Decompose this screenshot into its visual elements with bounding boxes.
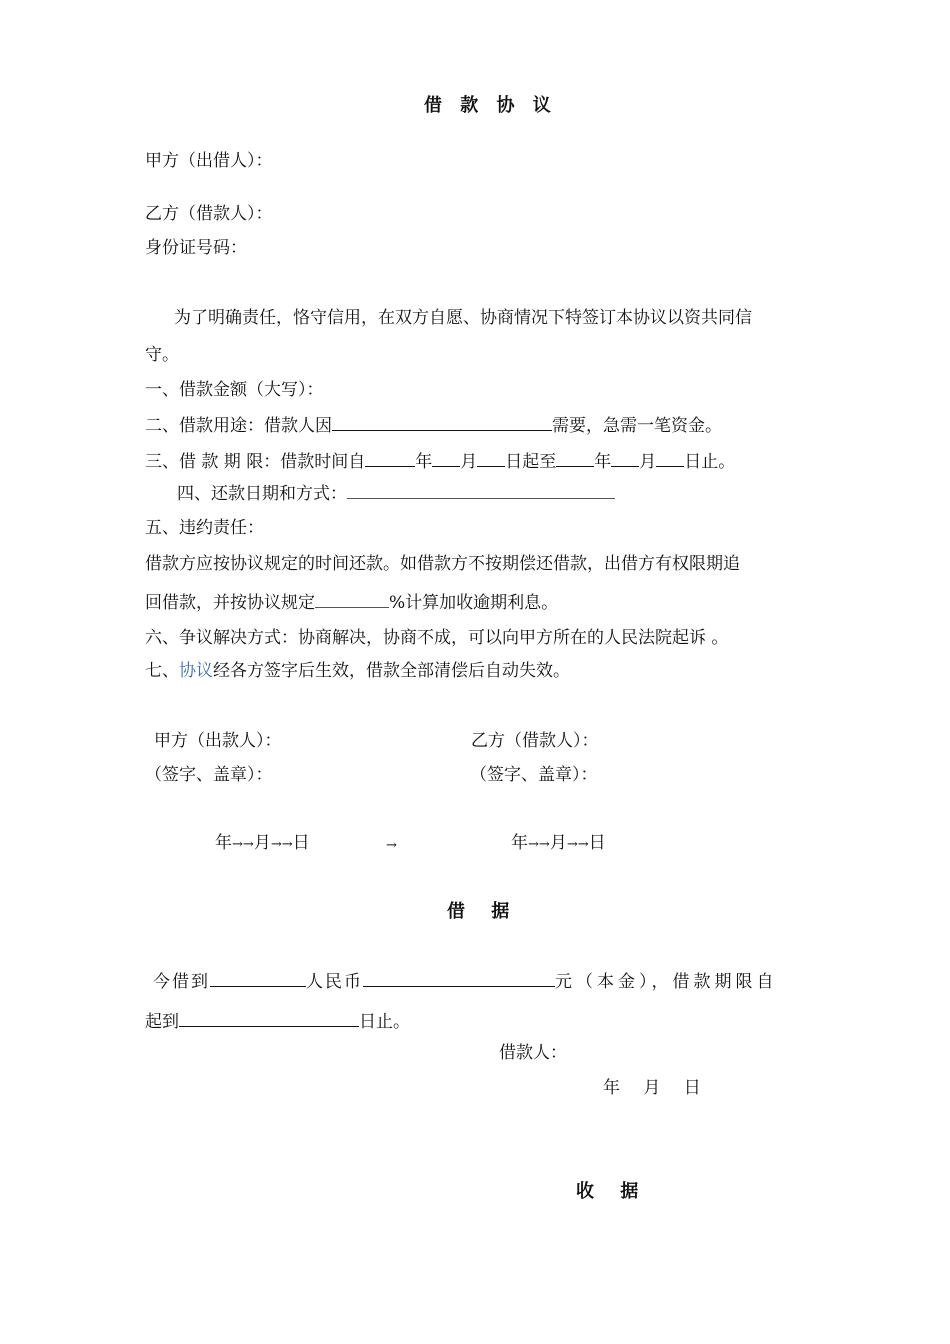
clause-3-year1: 年 bbox=[415, 452, 433, 472]
clause-3-label: 三、借 款 期 限：借款时间自 bbox=[145, 452, 366, 472]
interest-rate-blank bbox=[315, 593, 389, 608]
clause-5-body-2-prefix: 回借款，并按协议规定 bbox=[145, 593, 315, 613]
iou-line-1-mid: 人民币 bbox=[306, 972, 363, 992]
clause-5-body-2-suffix: %计算加收逾期利息。 bbox=[389, 593, 559, 613]
iou-line-1 bbox=[153, 970, 778, 992]
party-a-label: 甲方（出借人）： bbox=[145, 151, 273, 171]
date-b-month: 月 bbox=[549, 833, 567, 853]
date-a-month: 月 bbox=[253, 833, 271, 853]
repayment-blank bbox=[347, 484, 615, 499]
arrow-icon: → bbox=[577, 837, 589, 852]
clause-3-day1: 日起至 bbox=[505, 452, 557, 472]
arrow-icon: → bbox=[538, 837, 550, 852]
clause-4 bbox=[177, 484, 615, 504]
party-b-label: 乙方（借款人）： bbox=[145, 204, 273, 224]
clause-5: 五、违约责任： bbox=[145, 518, 264, 538]
iou-date: 年 月 日 bbox=[603, 1078, 701, 1098]
arrow-icon: → bbox=[386, 838, 397, 853]
document-title: 借 款 协 议 bbox=[424, 95, 557, 116]
agreement-link[interactable]: 协议 bbox=[179, 661, 213, 681]
clause-4-label: 四、还款日期和方式： bbox=[177, 484, 347, 504]
currency-blank bbox=[363, 970, 555, 987]
iou-line-1-suffix: 元（本金），借款期限自 bbox=[555, 972, 778, 992]
end-day-blank bbox=[656, 450, 684, 467]
amount-blank bbox=[210, 970, 306, 987]
id-number-label: 身份证号码： bbox=[145, 238, 247, 258]
iou-line-2 bbox=[145, 1010, 410, 1032]
iou-line-2-suffix: 日止。 bbox=[359, 1012, 410, 1032]
clause-3-month1: 月 bbox=[460, 452, 478, 472]
sign-seal-a: （签字、盖章）： bbox=[145, 765, 273, 785]
sign-date-a bbox=[215, 833, 310, 855]
clause-2-suffix: 需要，急需一笔资金。 bbox=[552, 416, 722, 436]
sign-date-b bbox=[511, 833, 606, 855]
arrow-icon: → bbox=[242, 837, 254, 852]
arrow-icon: → bbox=[281, 837, 293, 852]
clause-5-body-1: 借款方应按协议规定的时间还款。如借款方不按期偿还借款，出借方有权限期追 bbox=[145, 554, 740, 574]
start-year-blank bbox=[365, 450, 415, 467]
end-month-blank bbox=[611, 450, 639, 467]
start-day-blank bbox=[477, 450, 505, 467]
iou-title: 借 据 bbox=[447, 901, 520, 922]
clause-2-prefix: 二、借款用途：借款人因 bbox=[145, 416, 332, 436]
sign-party-b: 乙方（借款人）： bbox=[471, 731, 599, 751]
clause-1: 一、借款金额（大写）： bbox=[145, 380, 324, 400]
end-year-blank bbox=[556, 450, 594, 467]
arrow-icon: → bbox=[232, 837, 243, 852]
clause-2 bbox=[145, 414, 722, 436]
clause-5-body-2 bbox=[145, 593, 558, 613]
arrow-icon: → bbox=[270, 837, 282, 852]
clause-7-prefix: 七、 bbox=[145, 661, 179, 681]
clause-7 bbox=[145, 661, 570, 681]
period-blank bbox=[179, 1010, 359, 1027]
iou-line-2-prefix: 起到 bbox=[145, 1012, 179, 1032]
date-a-day: 日 bbox=[292, 833, 310, 853]
arrow-icon: → bbox=[566, 837, 578, 852]
date-b-day: 日 bbox=[588, 833, 606, 853]
start-month-blank bbox=[432, 450, 460, 467]
date-a-year: 年 bbox=[215, 833, 232, 853]
receipt-title: 收 据 bbox=[576, 1181, 649, 1202]
iou-line-1-prefix: 今借到 bbox=[153, 972, 210, 992]
arrow-icon: → bbox=[528, 837, 539, 852]
sign-party-a: 甲方（出款人）： bbox=[154, 731, 282, 751]
clause-7-suffix: 经各方签字后生效，借款全部清偿后自动失效。 bbox=[213, 661, 570, 681]
clause-3-month2: 月 bbox=[639, 452, 657, 472]
clause-6: 六、争议解决方式：协商解决，协商不成，可以向甲方所在的人民法院起诉 。 bbox=[145, 628, 729, 648]
intro-line-2: 守。 bbox=[145, 345, 179, 365]
intro-line-1: 为了明确责任，恪守信用，在双方自愿、协商情况下特签订本协议以资共同信 bbox=[174, 308, 752, 328]
purpose-blank bbox=[332, 414, 552, 431]
clause-3-year2: 年 bbox=[594, 452, 612, 472]
clause-3 bbox=[145, 450, 735, 472]
date-b-year: 年 bbox=[511, 833, 528, 853]
iou-borrower: 借款人： bbox=[499, 1043, 567, 1063]
sign-seal-b: （签字、盖章）： bbox=[470, 765, 598, 785]
clause-3-day2: 日止。 bbox=[684, 452, 736, 472]
